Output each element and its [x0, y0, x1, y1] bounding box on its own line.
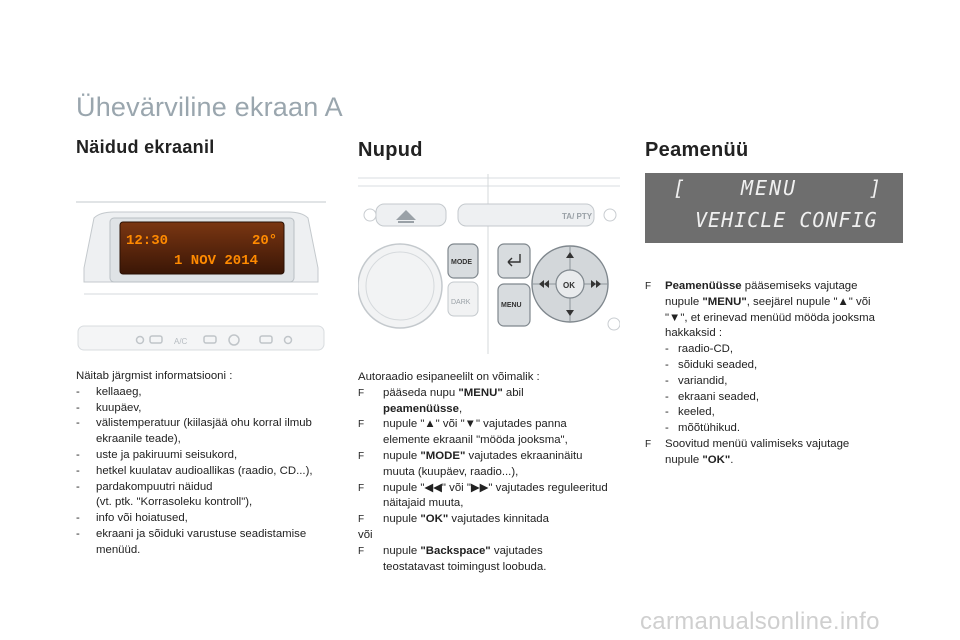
list-item: F nupule "OK" vajutades kinnitada — [358, 512, 620, 528]
list-item: - välistemperatuur (kiilasjää ohu korral ilmub — [76, 417, 312, 430]
lcd-date: 1 NOV 2014 — [174, 253, 259, 269]
page-title: Ühevärviline ekraan A — [76, 92, 343, 122]
list-item: F nupule "MODE" vajutades ekraaninäitu muuta (kuupäev, raadio...), — [358, 449, 620, 481]
watermark: carmanualsonline.info — [640, 608, 880, 635]
bullet-icon: F — [358, 419, 365, 431]
menu-label: MENU — [501, 302, 522, 309]
menu-display-illustration — [645, 173, 903, 243]
menu-display-item: VEHICLE CONFIG — [695, 208, 878, 232]
list-item: - mõõtühikud. — [665, 422, 741, 435]
heading-display: Näidud ekraanil — [76, 137, 215, 157]
list-item: F Soovitud menüü valimiseks vajutage nupule "OK". — [645, 437, 905, 469]
or-text: või — [358, 528, 373, 541]
list-item: F nupule "◀◀" või "▶▶" vajutades reguleeritud näitajaid muuta, — [358, 481, 620, 513]
list-item: - kuupäev, — [76, 401, 142, 414]
list-item: F Peamenüüsse pääsemiseks vajutage nupule "MENU", seejärel nupule "▲" või "▼", et erinevad menüüd mööda jooksma hakkaksid : — [645, 279, 905, 342]
list-item-continuation: ekraanile teade), — [96, 433, 181, 446]
buttons-intro: Autoraadio esipaneelilt on võimalik : — [358, 371, 540, 383]
dark-label: DARK — [451, 299, 471, 306]
main-menu-info-text — [645, 279, 905, 469]
list-item: - variandid, — [665, 374, 728, 387]
ok-label: OK — [563, 281, 575, 290]
lcd-temperature: 20° — [252, 233, 278, 249]
display-panel-illustration — [74, 198, 328, 358]
menu-bracket-right: ] — [869, 176, 882, 200]
backspace-button[interactable] — [498, 244, 530, 278]
list-item: - pardakompuutri näidud — [76, 480, 213, 493]
menu-display-title: MENU — [741, 176, 798, 200]
list-item: - info või hoiatused, — [76, 512, 188, 525]
list-item: F pääseda nupu "MENU" abil peamenüüsse, — [358, 386, 620, 418]
list-item: - uste ja pakiruumi seisukord, — [76, 448, 238, 461]
menu-bracket-left: [ — [673, 176, 686, 200]
list-item: - hetkel kuulatav audioallikas (raadio, CD...), — [76, 464, 313, 477]
ac-label: A/C — [174, 337, 188, 346]
bullet-icon: F — [358, 514, 365, 526]
bullet-icon: F — [358, 387, 365, 399]
list-item-continuation: (vt. ptk. "Korrasoleku kontroll"), — [96, 496, 253, 509]
heading-main-menu: Peamenüü — [645, 139, 749, 161]
list-item: - kellaaeg, — [76, 385, 142, 398]
buttons-info-text — [358, 370, 620, 575]
list-item: - keeled, — [665, 406, 715, 419]
list-item-continuation: menüüd. — [96, 543, 141, 556]
bullet-icon: F — [645, 281, 652, 292]
list-item: - sõiduki seaded, — [665, 358, 758, 371]
list-item: F nupule "Backspace" vajutades teostatavast toimingust loobuda. — [358, 544, 620, 576]
volume-knob[interactable] — [358, 244, 442, 328]
display-intro: Näitab järgmist informatsiooni : — [76, 370, 233, 382]
radio-panel-illustration — [358, 174, 620, 354]
bullet-icon: F — [358, 545, 365, 557]
list-item: - ekraani ja sõiduki varustuse seadistamise — [76, 527, 307, 540]
list-item: F nupule "▲" või "▼" vajutades panna elemente ekraanil "mööda jooksma", — [358, 417, 620, 449]
list-item: - ekraani seaded, — [665, 390, 760, 403]
mode-label: MODE — [451, 259, 472, 266]
bullet-icon: F — [358, 450, 365, 462]
bullet-icon: F — [645, 438, 652, 450]
list-item: - raadio-CD, — [665, 343, 734, 356]
ta-pty-label: TA/ PTY — [562, 212, 593, 221]
lcd-time: 12:30 — [126, 233, 169, 249]
bullet-icon: F — [358, 482, 365, 494]
display-info-text — [76, 369, 346, 559]
heading-buttons: Nupud — [358, 139, 423, 161]
